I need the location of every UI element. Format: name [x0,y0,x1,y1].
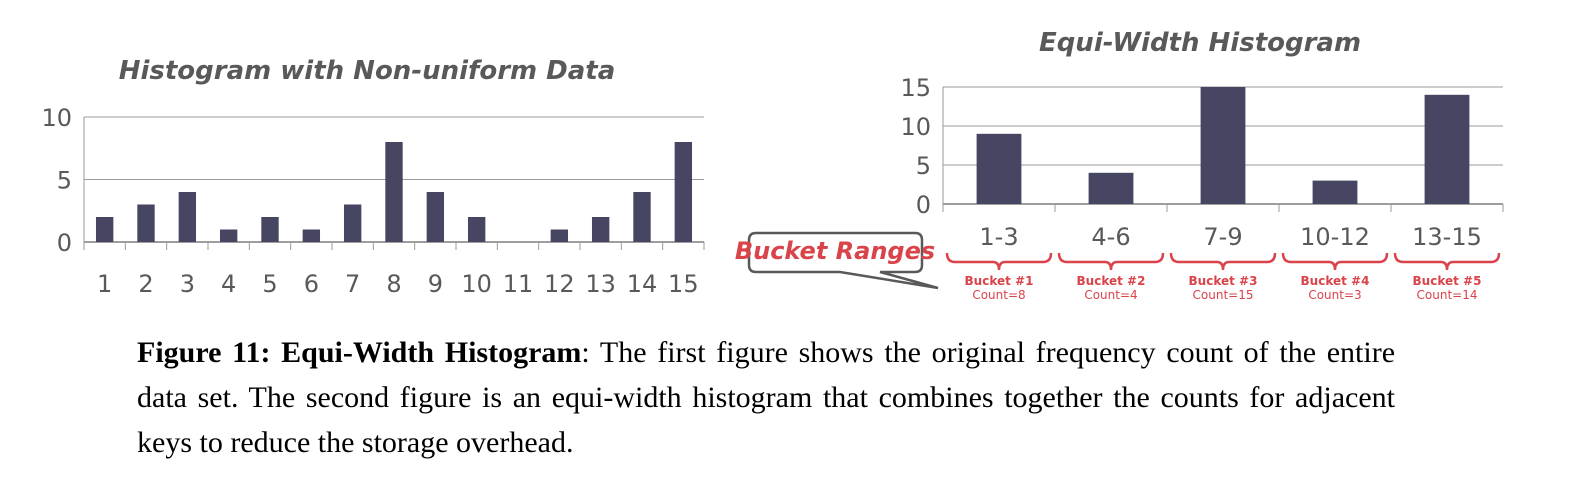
c1-bar-9 [427,192,444,242]
chart-equi-width [900,28,1503,302]
c1-xtick-label: 12 [544,270,575,298]
callout-text: Bucket Ranges [734,237,936,265]
c2-xtick-label: 10-12 [1300,223,1370,251]
c1-bar-3 [179,192,196,242]
c2-xtick-label: 13-15 [1412,223,1482,251]
c2-bar-4-6 [1089,173,1134,204]
c1-bar-7 [344,205,361,243]
figure-caption [137,330,1395,465]
c1-bar-2 [137,205,154,243]
c1-xtick-label: 13 [585,270,616,298]
c2-bar-7-9 [1201,87,1246,204]
c1-ytick-label: 10 [41,104,72,132]
bucket-label: Bucket #4 [1300,274,1370,288]
c1-bar-1 [96,217,113,242]
bucket-brace [1059,253,1163,270]
bucket-label: Bucket #2 [1076,274,1146,288]
c2-ytick-label: 10 [900,113,931,141]
chart2-title: Equi-Width Histogram [1038,28,1362,58]
bucket-count: Count=4 [1084,288,1138,302]
bucket-count: Count=3 [1308,288,1362,302]
c1-xtick-label: 9 [427,270,443,298]
c2-xtick-label: 4-6 [1091,223,1131,251]
c2-ytick-label: 0 [915,191,931,219]
bucket-label: Bucket #5 [1412,274,1482,288]
c1-xtick-label: 8 [386,270,402,298]
c1-bar-5 [261,217,278,242]
c1-xtick-label: 11 [502,270,534,298]
c1-bar-6 [303,230,320,243]
c2-bar-10-12 [1313,181,1358,204]
c2-ytick-label: 15 [900,74,931,102]
c1-ytick-label: 0 [56,229,72,257]
bucket-count: Count=14 [1416,288,1478,302]
chart-non-uniform [41,56,704,298]
c1-bar-14 [633,192,650,242]
c1-bar-4 [220,230,237,243]
bucket-label: Bucket #3 [1188,274,1258,288]
c2-xtick-label: 7-9 [1203,223,1243,251]
c1-xtick-label: 4 [221,270,237,298]
c1-bar-15 [675,142,692,242]
c2-bar-13-15 [1425,95,1470,204]
c1-bar-8 [385,142,402,242]
bucket-brace [947,253,1051,270]
c1-xtick-label: 15 [668,270,699,298]
c1-bar-12 [551,230,568,243]
c1-xtick-label: 14 [626,270,658,298]
caption-text: : The first figure shows the original frequency count of the entire data set. The second figure is an equi-width histogram that combines together the counts for adjacent keys to reduce the storage overhead. [137,336,1396,459]
c2-xtick-label: 1-3 [979,223,1019,251]
c1-xtick-label: 10 [461,270,492,298]
c1-bar-13 [592,217,609,242]
c1-xtick-label: 1 [97,270,113,298]
chart1-title: Histogram with Non-uniform Data [118,56,616,86]
c2-ytick-label: 5 [915,152,931,180]
bucket-ranges-callout [735,233,938,288]
bucket-brace [1395,253,1499,270]
bucket-label: Bucket #1 [964,274,1034,288]
bucket-count: Count=15 [1192,288,1254,302]
bucket-brace [1171,253,1275,270]
c1-ytick-label: 5 [56,166,72,195]
c1-bar-10 [468,217,485,242]
c1-xtick-label: 6 [303,270,319,298]
c1-xtick-label: 3 [179,270,195,298]
bucket-brace [1283,253,1387,270]
c1-xtick-label: 2 [138,270,154,298]
c1-xtick-label: 5 [262,270,278,298]
caption-label: Figure 11: Equi-Width Histogram [137,336,582,369]
bucket-count: Count=8 [972,288,1026,302]
c2-bar-1-3 [977,134,1022,204]
c1-xtick-label: 7 [345,270,361,298]
